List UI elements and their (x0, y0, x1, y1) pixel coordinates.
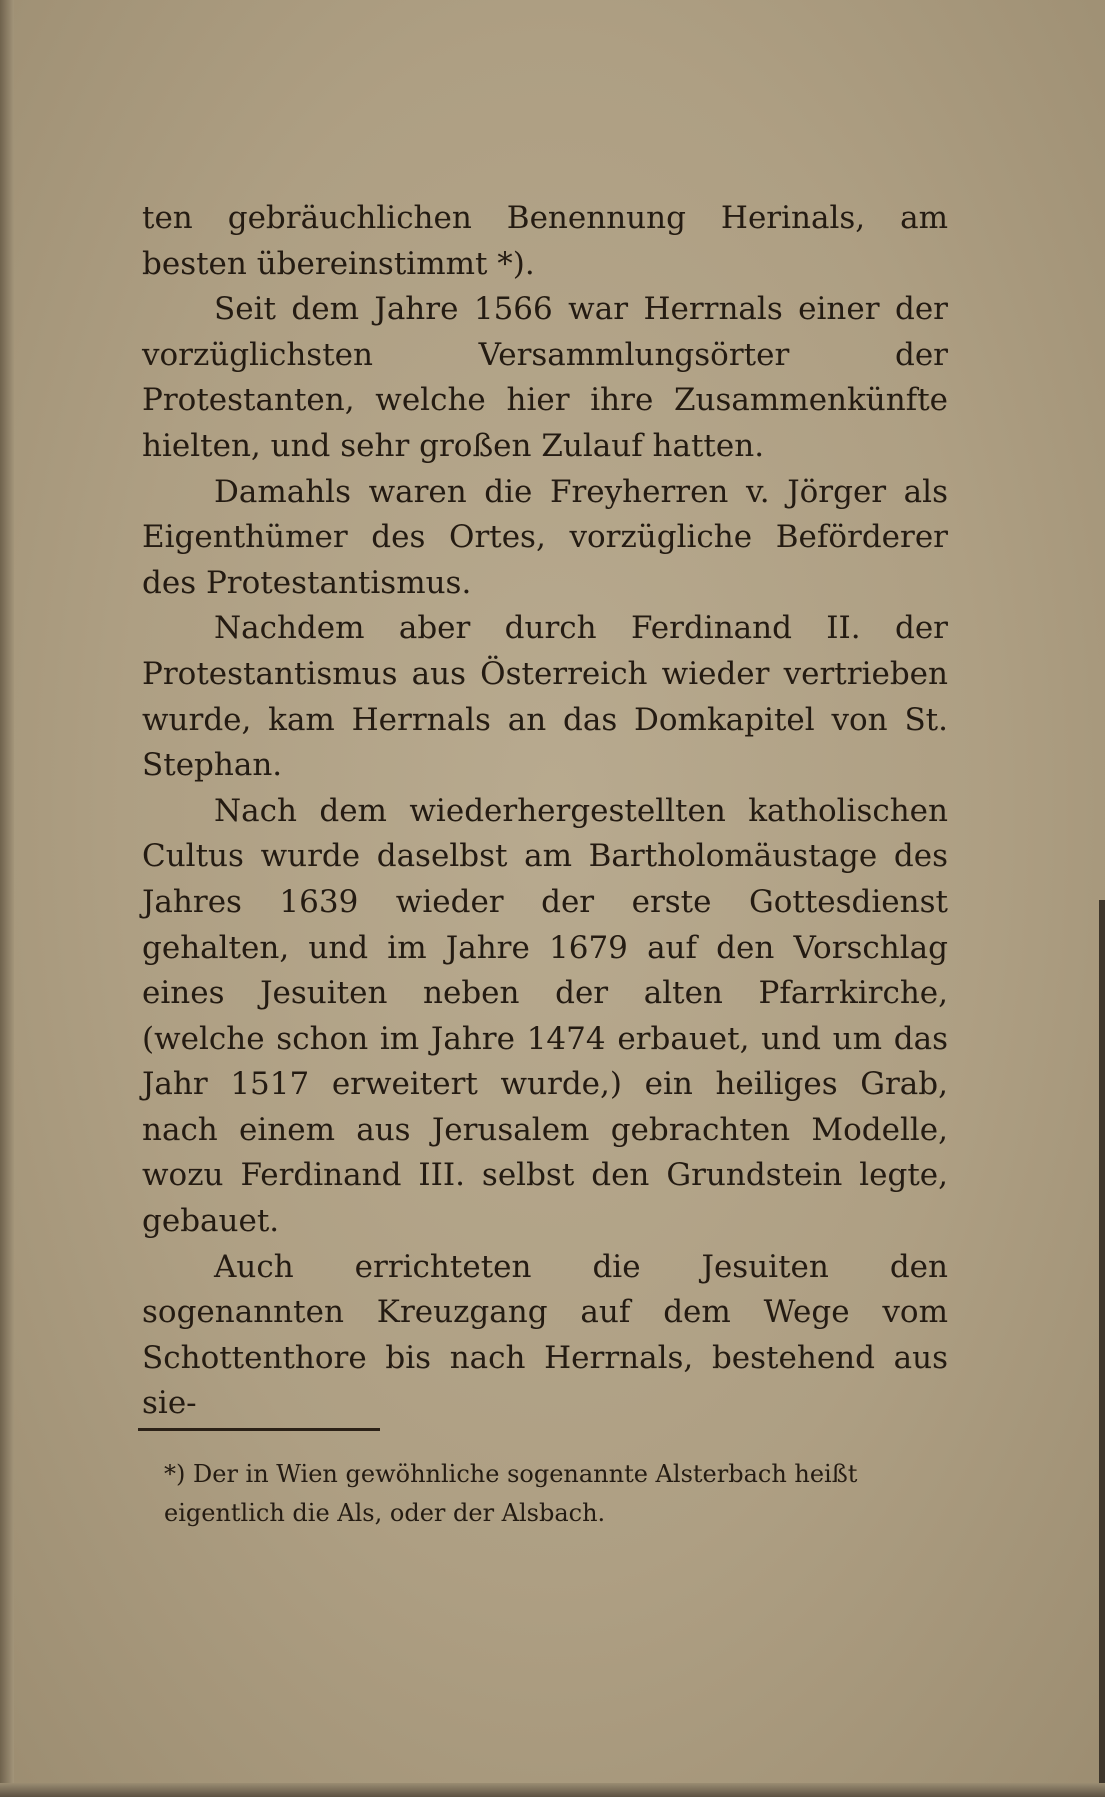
paragraph-kreuzgang: Auch errichteten die Jesuiten den sogenannten Kreuzgang auf dem Wege vom Schottenthore bis nach Herrnals, bestehend aus sie- (142, 1248, 948, 1422)
paragraph-ferdinand-ii: Nachdem aber durch Ferdinand II. der Protestantismus aus Österreich wieder vertrieben wurde, kam Herrnals an das Domkapitel von St. Stephan. (142, 610, 948, 784)
footnote (164, 1455, 948, 1533)
footnote-divider (138, 1428, 380, 1431)
paragraph-joerger: Damahls waren die Freyherren v. Jörger als Eigenthümer des Ortes, vorzügliche Beförderer des Protestantismus. (142, 473, 948, 601)
footnote-text: *) Der in Wien gewöhnliche sogenannte Alsterbach heißt eigentlich die Als, oder der Alsbach. (164, 1460, 858, 1527)
paragraph-cultus: Nach dem wiederhergestellten katholischen Cultus wurde daselbst am Bartholomäustage des Jahres 1639 wieder der erste Gottesdienst gehalten, und im Jahre 1679 auf den Vorschlag eines Jesuiten neben der alten Pfarrkirche, (welche schon im Jahre 1474 erbauet, und um das Jahr 1517 erweitert wurde,) ein heiliges Grab, nach einem aus Jerusalem gebrachten Modelle, wozu Ferdinand III. selbst den Grundstein legte, gebauet. (142, 792, 948, 1240)
page-left-edge (0, 0, 14, 1797)
page-bottom-edge (0, 1783, 1105, 1797)
page-right-edge (1099, 900, 1105, 1797)
paragraph-continuation: ten gebräuchlichen Benennung Herinals, am besten übereinstimmt *). (142, 200, 948, 282)
paragraph-1566: Seit dem Jahre 1566 war Herrnals einer der vorzüglichsten Versammlungsörter der Protestanten, welche hier ihre Zusammenkünfte hielten, und sehr großen Zulauf hatten. (142, 291, 948, 464)
main-text (142, 196, 948, 1427)
